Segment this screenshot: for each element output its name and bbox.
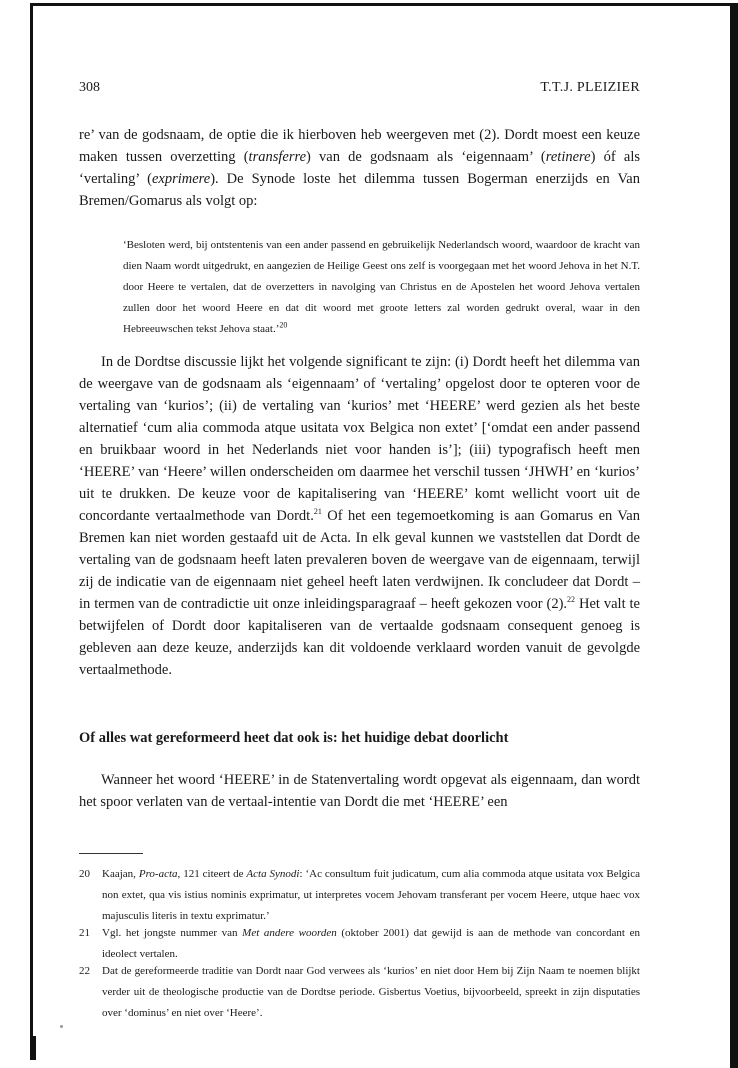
scan-border-top <box>30 3 738 6</box>
paragraph-1: re’ van de godsnaam, de optie die ik hierboven heb weergeven met (2). Dordt moest een keuze maken tussen overzetting (transferre) van de godsnaam als ‘eigennaam’ (retinere) óf als ‘vertaling’ (exprimere). De Synode loste het dilemma tussen Bogerman enerzijds en Van Bremen/Gomarus als volgt op: <box>79 127 641 209</box>
page-number: 308 <box>79 80 100 95</box>
footnote-ref-20: 20 <box>279 320 288 330</box>
term-exprimere: exprimere <box>151 171 211 187</box>
term-retinere: retinere <box>545 149 591 165</box>
footnote-ref-22: 22 <box>567 595 576 605</box>
scan-border-right <box>730 3 738 1068</box>
footnote-21: 21 Vgl. het jongste nummer van Met andere woorden (oktober 2001) dat gewijd is aan de methode van concordant en ideolect vertalen. <box>79 923 640 965</box>
footnote-20: 20 Kaajan, Pro-acta, 121 citeert de Acta Synodi: ‘Ac consultum fuit judicatum, cum alia commoda atque usitata vox Belgica non extet, qua vis istius nominis exprimatur, ut interpretes vocem Jehovam transferant per vocem Heere, utque haec vox majusculis literis in textu exprimatur.’ <box>79 864 640 927</box>
block-quote: ‘Besloten werd, bij ontstentenis van een ander passend en gebruikelijk Nederlandsch woord, waardoor de kracht van dien Naam wordt uitgedrukt, en aangezien de Heilige Geest ons zelf is voorgegaan met het woord Jehova in het N.T. door Heere te vertalen, dat de overzetters in navolging van Christus en de Apostelen het woord Jehova vertalen zullen door het woord Heere en dat dit woord met groote letters zal worden gedrukt overal, waar in den Hebreeuwschen tekst Jehova staat.’$^{20}$ <box>123 239 640 335</box>
footnote-rule <box>79 853 143 854</box>
paragraph-3: Wanneer het woord ‘HEERE’ in de Statenvertaling wordt opgevat als eigennaam, dan wordt het spoor verlaten van de vertaal-intentie van Dordt die met ‘HEERE’ een <box>79 772 640 810</box>
running-head-author: T.T.J. PLEIZIER <box>540 80 640 95</box>
footnote-number: 21 <box>79 927 90 939</box>
scan-border-left <box>30 3 33 1050</box>
section-heading: Of alles wat gereformeerd heet dat ook is: het huidige debat doorlicht <box>79 730 509 746</box>
term-transferre: transferre <box>248 149 307 165</box>
scan-corner-mark <box>30 1036 36 1060</box>
paragraph-2: In de Dordtse discussie lijkt het volgende significant te zijn: (i) Dordt heeft het dilemma van de weergave van de godsnaam als ‘eigennaam’ of ‘vertaling’ opgelost door te opteren voor de vertaling van ‘kurios’; (ii) de vertaling van ‘kurios’ met ‘HEERE’ werd gezien als het beste alternatief ‘cum alia commoda atque usitata vox Belgica non extet’ [‘omdat een ander passend en bruikbaar woord in het Nederlands niet voor handen is’]; (iii) typografisch heeft men ‘HEERE’ van ‘Heere’ willen onderscheiden om daarmee het verschil tussen ‘JHWH’ en ‘kurios’ uit te drukken. De keuze voor de kapitalisering van ‘HEERE’ komt wellicht voort uit de concordante vertaalmethode van Dordt.$^{21}$ Of het een tegemoetkoming is aan Gomarus en Van Bremen kan niet worden gestaafd uit de Acta. In elk geval kunnen we vaststellen dat Dordt de vertaling van de godsnaam heeft laten prevaleren boven de weergave van de eigennaam, terwijl zij de indicatie van de eigennaam niet geheel heeft laten verdwijnen. Ik concludeer dat Dordt – in termen van de contradictie uit onze inleidingsparagraaf – heeft gekozen voor (2).$^{22}$ Het valt te betwijfelen of Dordt door kapitaliseren van de vertaalde godsnaam consequent genoeg is gebleven aan deze keuze, anderzijds kan dit voldoende verklaard worden vanuit de gevolgde vertaalmethode. <box>79 354 640 678</box>
footnote-number: 22 <box>79 965 90 977</box>
footnote-number: 20 <box>79 868 90 880</box>
footnote-22: 22 Dat de gereformeerde traditie van Dordt naar God verwees als ‘kurios’ en niet door Hem bij Zijn Naam te noemen blijkt verder uit de theologische productie van de Dordtse periode. Gisbertus Voetius, bijvoorbeeld, spreekt in zijn disputaties over ‘dominus’ en niet over ‘Heere’. <box>79 961 640 1024</box>
scan-speck <box>60 1025 63 1028</box>
footnote-ref-21: 21 <box>313 507 322 517</box>
